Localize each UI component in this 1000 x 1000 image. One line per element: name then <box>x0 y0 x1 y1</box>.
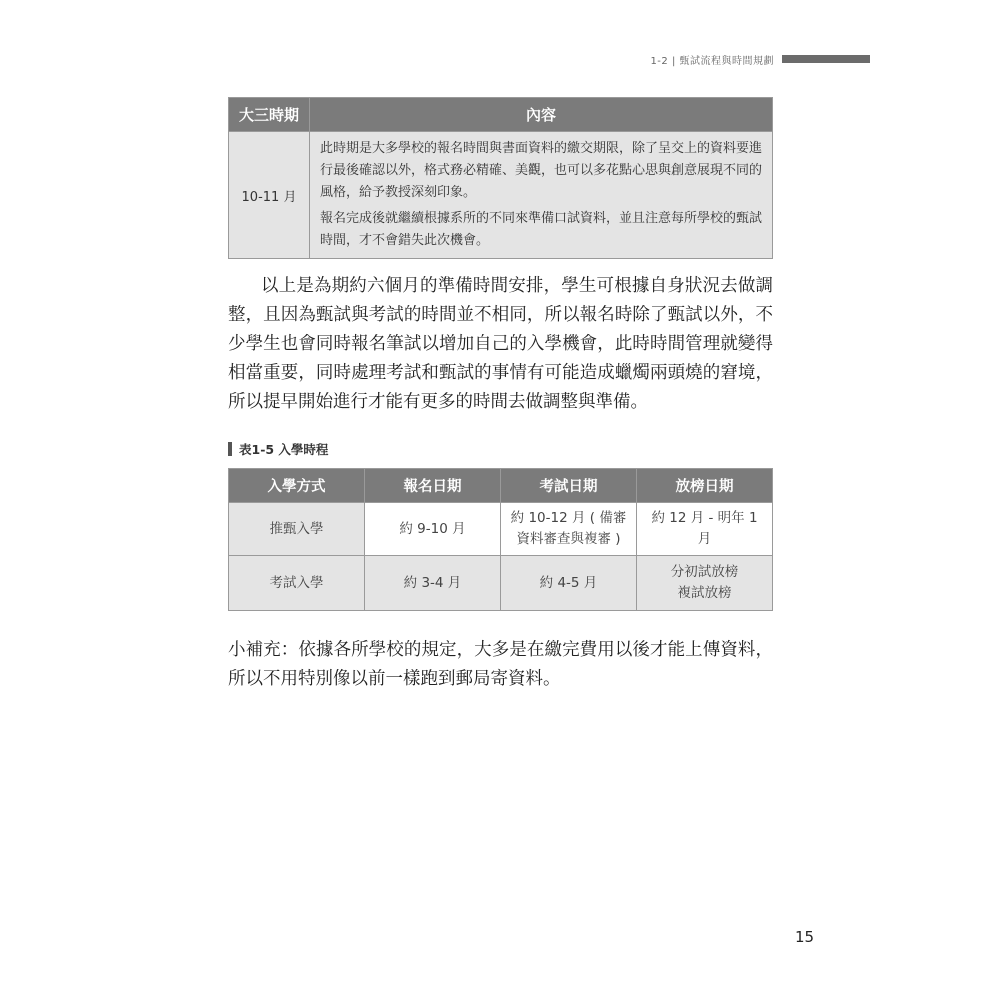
admission-exam-cell <box>501 556 637 611</box>
admission-header-exam: 考試日期 <box>501 469 637 503</box>
admission-release-line: 複試放榜 <box>677 585 732 601</box>
admission-header-register: 報名日期 <box>365 469 501 503</box>
admission-method-cell: 考試入學 <box>229 556 365 611</box>
admission-exam-line: 約 10-12 月 ( 備審 <box>510 510 627 526</box>
running-header-title: 1-2 | 甄試流程與時間規劃 <box>650 55 774 67</box>
schedule-table <box>228 97 773 259</box>
admission-release-line: 約 12 月 - 明年 1 月 <box>651 510 758 547</box>
caption-marker <box>228 442 232 456</box>
running-header <box>600 52 870 66</box>
admission-schedule-table <box>228 468 773 611</box>
supplementary-note: 小補充：依據各所學校的規定，大多是在繳完費用以後才能上傳資料，所以不用特別像以前一樣跑到郵局寄資料。 <box>228 640 773 689</box>
admission-exam-cell <box>501 503 637 556</box>
admission-register-cell: 約 9-10 月 <box>365 503 501 556</box>
admission-exam-line: 資料審查與複審 ) <box>516 531 621 547</box>
table-row <box>229 556 773 611</box>
table-caption <box>228 440 328 458</box>
schedule-content-paragraph: 此時期是大多學校的報名時間與書面資料的繳交期限，除了呈交上的資料要進行最後確認以外，格式務必精確、美觀，也可以多花點心思與創意展現不同的風格，給予教授深刻印象。 <box>320 141 763 200</box>
admission-release-line: 分初試放榜 <box>670 564 739 580</box>
admission-method-cell: 推甄入學 <box>229 503 365 556</box>
schedule-content-cell <box>310 132 773 259</box>
table-row <box>229 503 773 556</box>
schedule-header-period: 大三時期 <box>229 98 310 132</box>
admission-table-header-row <box>229 469 773 503</box>
admission-register-cell: 約 3-4 月 <box>365 556 501 611</box>
schedule-header-content: 內容 <box>310 98 773 132</box>
admission-release-cell <box>637 556 773 611</box>
schedule-period-cell: 10-11 月 <box>229 132 310 259</box>
page-number: 15 <box>795 928 815 946</box>
table-row <box>229 132 773 259</box>
schedule-content-paragraph: 報名完成後就繼續根據系所的不同來準備口試資料，並且注意每所學校的甄試時間，才不會錯失此次機會。 <box>320 211 763 248</box>
admission-header-release: 放榜日期 <box>637 469 773 503</box>
admission-exam-line: 約 4-5 月 <box>539 574 598 591</box>
admission-header-method: 入學方式 <box>229 469 365 503</box>
running-header-bar <box>782 55 870 63</box>
body-paragraph: 以上是為期約六個月的準備時間安排，學生可根據自身狀況去做調整，且因為甄試與考試的時間並不相同，所以報名時除了甄試以外，不少學生也會同時報名筆試以增加自己的入學機會，此時時間管理就變得相當重要，同時處理考試和甄試的事情有可能造成蠟燭兩頭燒的窘境，所以提早開始進行才能有更多的時間去做調整與準備。 <box>228 276 773 412</box>
admission-release-cell <box>637 503 773 556</box>
schedule-table-header-row <box>229 98 773 132</box>
caption-text: 表1-5 入學時程 <box>239 442 329 457</box>
